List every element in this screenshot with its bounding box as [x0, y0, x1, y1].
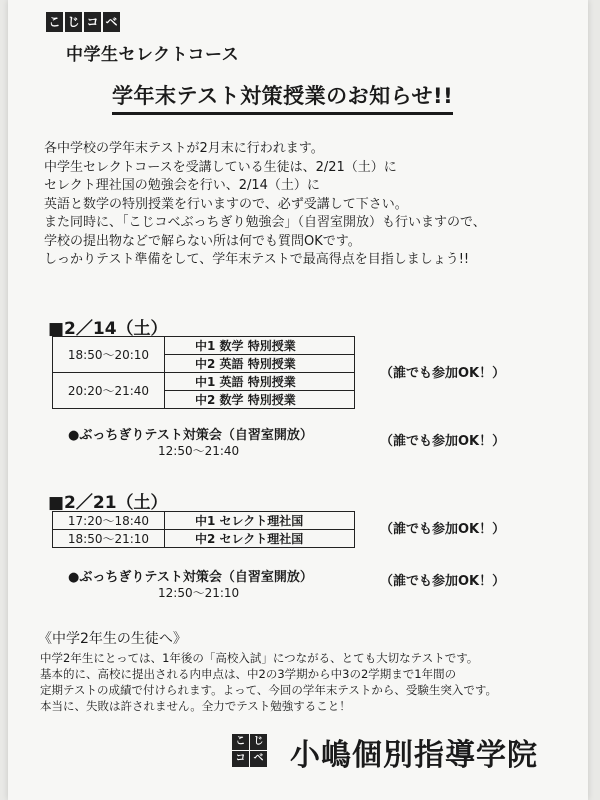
- main-title: 学年末テスト対策授業のお知らせ!!: [112, 80, 453, 115]
- logo-char: じ: [250, 734, 267, 750]
- logo-char: コ: [232, 751, 249, 767]
- table-row: [53, 337, 355, 355]
- study-session-time: 12:50〜21:40: [158, 444, 240, 458]
- schedule-table-0214: [52, 336, 355, 409]
- intro-line: 各中学校の学年末テストが2月末に行われます。: [44, 141, 324, 156]
- study-session-title: ●ぶっちぎりテスト対策会（自習室開放）: [68, 570, 313, 585]
- slot-time: 20:20〜21:40: [53, 373, 165, 409]
- intro-line: しっかりテスト準備をして、学年末テストで最高得点を目指しましょう!!: [44, 252, 470, 267]
- note-line: 定期テストの成績で付けられます。よって、今回の学年末テストから、受験生突入です。: [40, 683, 498, 697]
- intro-line: 中学生セレクトコースを受講している生徒は、2/21（土）に: [44, 159, 397, 175]
- schedule-table-0221: [52, 511, 355, 548]
- ok-label: （誰でも参加OK！）: [380, 434, 506, 449]
- flyer-page: [8, 0, 588, 800]
- intro-line: 学校の提出物などで解らない所は何でも質問OKです。: [44, 233, 361, 249]
- logo-char: コ: [84, 12, 101, 32]
- table-row: [53, 512, 355, 530]
- logo-char: ベ: [103, 12, 120, 32]
- school-name: 小嶋個別指導学院: [290, 738, 538, 773]
- logo-char: ベ: [250, 751, 267, 767]
- study-session-time: 12:50〜21:10: [158, 586, 240, 600]
- intro-line: また同時に、「こじコベぶっちぎり勉強会」（自習室開放）も行いますので、: [44, 215, 486, 230]
- table-row: [53, 530, 355, 548]
- section-date-0221: ■2／21（土）: [48, 493, 168, 513]
- logo-char: こ: [46, 12, 63, 32]
- table-row: [53, 373, 355, 391]
- slot-time: 18:50〜20:10: [53, 337, 165, 373]
- ok-label: （誰でも参加OK！）: [380, 522, 506, 537]
- slot-class: 中1 数学 特別授業: [165, 337, 355, 355]
- section-date-0214: ■2／14（土）: [48, 319, 168, 339]
- slot-time: 17:20〜18:40: [53, 512, 165, 530]
- ok-label: （誰でも参加OK！）: [380, 366, 506, 381]
- note-line: 本当に、失敗は許されません。全力でテスト勉強すること！: [40, 699, 351, 713]
- intro-paragraph: [44, 140, 564, 270]
- slot-class: 中2 数学 特別授業: [165, 391, 355, 409]
- study-session-title: ●ぶっちぎりテスト対策会（自習室開放）: [68, 428, 313, 443]
- intro-line: セレクト理社国の勉強会を行い、2/14（土）に: [44, 178, 320, 193]
- note-line: 中学2年生にとっては、1年後の「高校入試」につながる、とても大切なテストです。: [40, 651, 479, 665]
- logo-char: じ: [65, 12, 82, 32]
- slot-time: 18:50〜21:10: [53, 530, 165, 548]
- ok-label: （誰でも参加OK！）: [380, 574, 506, 589]
- note-heading: 《中学2年生の生徒へ》: [38, 631, 187, 647]
- note-line: 基本的に、高校に提出される内申点は、中2の3学期から中3の2学期まで1年間の: [40, 667, 457, 681]
- kojikobe-logo-top: [46, 12, 120, 32]
- logo-char: こ: [232, 734, 249, 750]
- slot-class: 中2 セレクト理社国: [165, 530, 355, 548]
- slot-class: 中2 英語 特別授業: [165, 355, 355, 373]
- slot-class: 中1 英語 特別授業: [165, 373, 355, 391]
- kojikobe-logo-bottom: [232, 734, 267, 767]
- slot-class: 中1 セレクト理社国: [165, 512, 355, 530]
- course-title: 中学生セレクトコース: [66, 45, 240, 65]
- note-paragraph: [40, 650, 570, 714]
- intro-line: 英語と数学の特別授業を行いますので、必ず受講して下さい。: [44, 196, 408, 212]
